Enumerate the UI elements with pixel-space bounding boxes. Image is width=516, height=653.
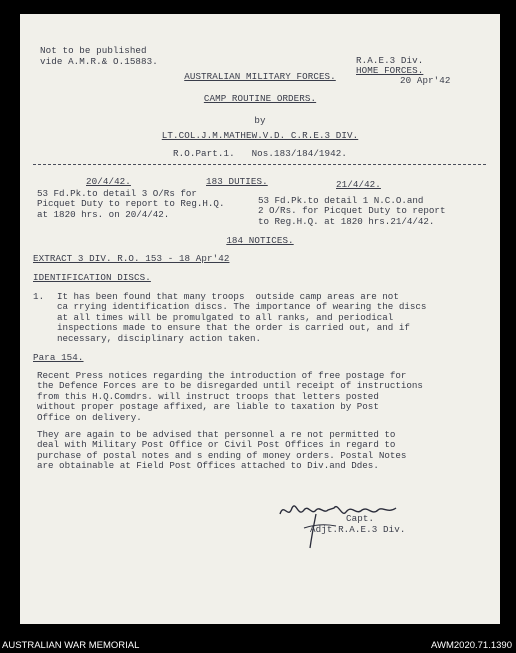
unit-line-1: R.A.E.3 Div. <box>356 55 424 66</box>
duties-left-date: 20/4/42. <box>86 176 131 187</box>
by-line: by <box>254 115 266 126</box>
handwritten-signature <box>276 494 406 550</box>
signatory-appointment: Adjt.R.A.E.3 Div. <box>310 524 406 535</box>
part-line: R.O.Part.1. Nos.183/184/1942. <box>172 148 347 159</box>
footer-institution: AUSTRALIAN WAR MEMORIAL <box>2 640 140 651</box>
footer-accession-number: AWM2020.71.1390 <box>431 640 512 651</box>
orders-heading: CAMP ROUTINE ORDERS. <box>203 93 317 104</box>
document-page <box>20 14 500 624</box>
subject-line: IDENTIFICATION DISCS. <box>33 272 151 283</box>
commander-line: LT.COL.J.M.MATHEW.V.D. C.R.E.3 DIV. <box>161 130 359 141</box>
para-text-1: Recent Press notices regarding the introduction of free postage for the Defence Forces are to be disregarded until receipt of instructions from this H.Q.Comdrs. will instruct troops that letters posted without proper postage affixed, are liable to taxation by Post Office on delivery. <box>37 370 423 423</box>
item-text: It has been found that many troops outside camp areas are not ca rrying identification discs. The importance of wearing the discs at all times will be promulgated to all ranks, and periodical inspections made to ensure that the order is carried out, and if necessary, disciplinary action taken. <box>57 291 427 344</box>
restriction-line-1: Not to be published <box>40 45 147 56</box>
unit-line-2: HOME FORCES. <box>356 65 424 76</box>
duties-heading: 183 DUTIES. <box>206 176 268 187</box>
item-number: 1. <box>33 291 45 302</box>
notices-heading: 184 NOTICES. <box>226 235 294 246</box>
restriction-line-2: vide A.M.R.& O.15883. <box>40 56 158 67</box>
duties-left-text: 53 Fd.Pk.to detail 3 O/Rs for Picquet Duty to report to Reg.H.Q. at 1820 hrs. on 20/4/42. <box>37 188 225 220</box>
signatory-rank: Capt. <box>346 513 375 524</box>
para-heading: Para 154. <box>33 352 84 363</box>
duties-right-text: 53 Fd.Pk.to detail 1 N.C.O.and 2 O/Rs. for Picquet Duty to report to Reg.H.Q. at 1820 hrs.21/4/42. <box>258 195 446 227</box>
duties-right-date: 21/4/42. <box>336 179 381 190</box>
order-date: 20 Apr'42 <box>400 75 451 86</box>
para-text-2: They are again to be advised that personnel a re not permitted to deal with Military Post Office or Civil Post Offices in regard to purchase of postal notes and s ending of money orders. Postal Notes are obtainable at Field Post Offices attached to Div.and Ddes. <box>37 429 407 472</box>
extract-line: EXTRACT 3 DIV. R.O. 153 - 18 Apr'42 <box>33 253 230 264</box>
divider-top <box>33 164 486 165</box>
forces-heading: AUSTRALIAN MILITARY FORCES. <box>184 71 336 82</box>
